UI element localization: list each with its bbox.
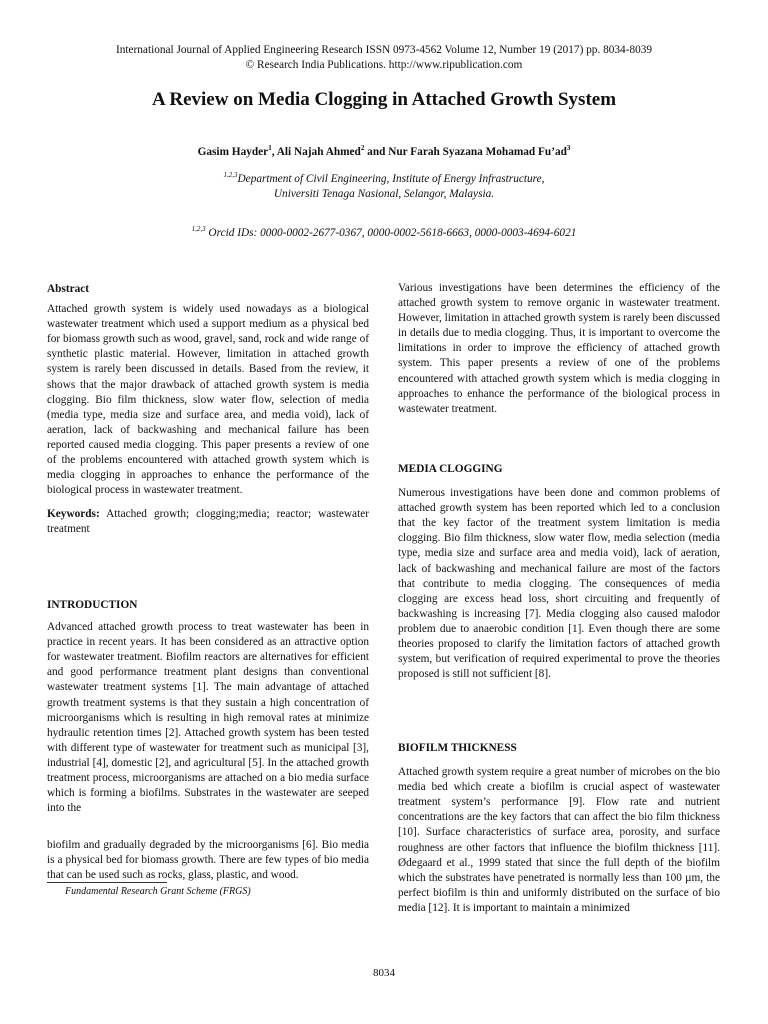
biofilm-heading: BIOFILM THICKNESS [398,742,517,754]
abstract-body: Attached growth system is widely used nowadays as a biological wastewater treatment which used a support medium as a physical bed for biomass growth such as wood, gravel, sand, rock and wide range of synthetic plastic material. However, limitation in attached growth system is rarely been discussed in details. Based from the review, it shows that the major drawback of attached growth system is media clogging. Bio film thickness, slow water flow, selection of media (media type, media size and surface area, and media void), lack of aeration, lack of backwashing and mechanical failure has been reported caused media clogging. This paper presents a review of one of the problems encountered with attached growth system which is media clogging in approaches to enhance the performance of the biological process in wastewater treatment. [47,303,369,497]
introduction-heading: INTRODUCTION [47,599,138,611]
right-intro-section [398,281,720,417]
author-name: and Nur Farah Syazana Mohamad Fu’ad [364,146,567,158]
journal-citation: International Journal of Applied Engineering Research ISSN 0973-4562 Volume 12, Number 19 (2017) pp. 8034-8039 [115,44,653,56]
affiliation-line: Universiti Tenaga Nasional, Selangor, Malaysia. [273,188,495,200]
right-intro-body: Various investigations have been determines the efficiency of the attached growth system to remove organic in wastewater treatment. However, limitation in attached growth system is rarely been discussed in details due to media clogging. Thus, it is important to overcome the limitations in order to improve the efficiency of attached growth system. This paper presents a review of one of the problems encountered with attached growth system which is media clogging in approaches to enhance the performance of the biological process in wastewater treatment. [398,282,720,415]
keywords [47,507,369,537]
publisher-line: © Research India Publications. http://www.ripublication.com [245,58,523,71]
keywords-text: Attached growth; clogging;media; reactor; wastewater treatment [47,508,369,536]
orcid-line [0,227,768,239]
author-name: Gasim Hayder [197,146,269,158]
media-clogging-body: Numerous investigations have been done and common problems of attached growth system has been reported which led to a conclusion that the key factor of the treatment system limitation is media clogging. Bio film thickness, slow water flow, media selection (media type, media size and surface area and media void), lack of aeration, lack of backwashing and mechanical failure are most of the factors that contribute to media clogging. The consequences of media clogging are excess head loss, short circuiting and frequently of backwashing is increasing [7]. Media clogging also caused malodor problem due to anaerobic condition [1]. Even though there are some theories proposed to clarify the limitation factors of attached growth system, but verification of required experimental to prove the theories proposed is still not sufficient [8]. [398,487,720,681]
introduction-continued [47,838,369,883]
introduction-body: Advanced attached growth process to treat wastewater has been in practice in recent years. It has been considered as an attractive option for wastewater treatment. Biofilm reactors are alternatives for efficient and good performance treatment plant designs than conventional wastewater treatment systems [1]. The main advantage of attached growth treatment systems is that they sustain a high concentration of microorganisms which is resulting in high removal rates at minimize hydraulic retention times [2]. Attached growth system has been tested with different type of wastewater for treatment such as municipal [3], industrial [4], domestic [2], and agricultural [5]. In the attached growth treatment process, microorganisms are attached on a bio media surface which is forming a biofilms. Substrates in the wastewater are seeped into the [47,621,369,815]
biofilm-section [398,741,720,916]
introduction-section [47,598,369,816]
author-superscript: 1 [268,144,272,153]
orcid-text: Orcid IDs: 0000-0002-2677-0367, 0000-0002-5618-6663, 0000-0003-4694-6021 [205,227,577,239]
footnote: Fundamental Research Grant Scheme (FRGS) [65,886,251,897]
introduction-body-continued: biofilm and gradually degraded by the microorganisms [6]. Bio media is a physical bed for biomass growth. There are few types of bio media that can be used such as rocks, glass, plastic, and wood. [47,839,369,882]
keywords-label: Keywords: [47,508,100,521]
footnote-rule [47,882,167,883]
affiliation-line: Department of Civil Engineering, Institute of Energy Infrastructure, [237,173,545,185]
author-name: , Ali Najah Ahmed [271,146,361,158]
author-superscript: 3 [566,144,571,153]
paper-title: A Review on Media Clogging in Attached Growth System [151,89,617,110]
biofilm-body: Attached growth system require a great number of microbes on the bio media bed which create a biofilm is crucial aspect of wastewater treatment system’s performance [9]. Flow rate and nutrient concentrations are the key factors that can affect the bio film thickness [10]. Surface characteristics of surface area, porosity, and surface roughness are other factors that influence the biofilm thickness [11]. Ødegaard et al., 1999 stated that since the full depth of the biofilm which the substrates have penetrated is normally less than 100 µm, the perfect biofilm is thin and uniformly distributed on the surface of bio media [12]. It is important to maintain a minimized [398,766,720,914]
journal-header [0,43,768,72]
author-list [0,146,768,158]
page-number: 8034 [373,967,395,979]
orcid-superscript: 1,2,3 [191,225,206,234]
abstract-section [47,282,369,538]
media-clogging-heading: MEDIA CLOGGING [398,463,503,475]
affiliation-superscript: 1,2,3 [223,171,238,180]
media-clogging-section [398,462,720,682]
author-superscript: 2 [360,144,365,153]
affiliation [0,172,768,202]
abstract-heading: Abstract [47,283,90,295]
